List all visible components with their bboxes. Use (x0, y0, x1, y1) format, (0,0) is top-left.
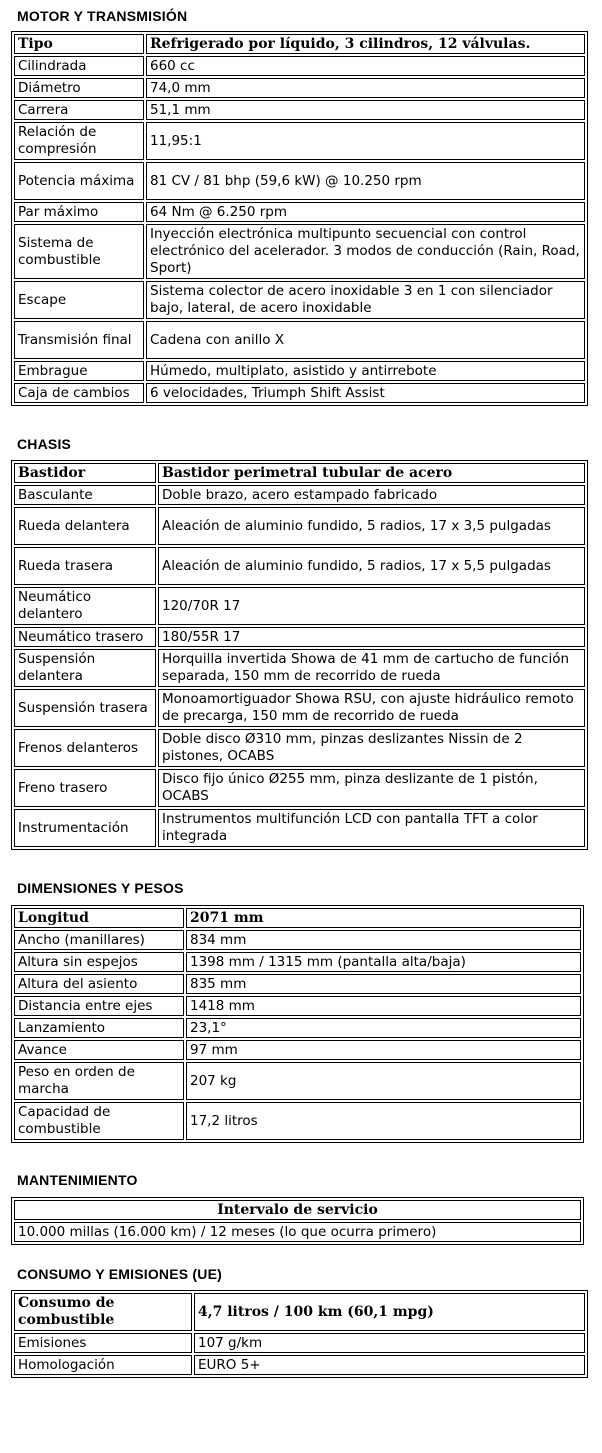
row-value: 64 Nm @ 6.250 rpm (146, 202, 585, 222)
table-row (14, 485, 585, 505)
section-title-consumo: CONSUMO Y EMISIONES (UE) (17, 1266, 222, 1282)
header-value: Bastidor perimetral tubular de acero (158, 463, 585, 483)
row-value: Horquilla invertida Showa de 41 mm de cartucho de función separada, 150 mm de recorrido de rueda (158, 649, 585, 687)
table-row (14, 100, 585, 120)
row-value: EURO 5+ (194, 1355, 585, 1375)
row-label: Carrera (14, 100, 144, 120)
row-value: 51,1 mm (146, 100, 585, 120)
row-label: Homologación (14, 1355, 192, 1375)
row-value: 81 CV / 81 bhp (59,6 kW) @ 10.250 rpm (146, 162, 585, 200)
header-label: Tipo (14, 34, 144, 54)
row-value: 120/70R 17 (158, 587, 585, 625)
row-label: Avance (14, 1040, 184, 1060)
row-value: 1418 mm (186, 996, 581, 1016)
row-value: Instrumentos multifunción LCD con pantalla TFT a color integrada (158, 809, 585, 847)
service-interval-value: 10.000 millas (16.000 km) / 12 meses (lo que ocurra primero) (14, 1222, 581, 1242)
row-value: Húmedo, multiplato, asistido y antirrebote (146, 361, 585, 381)
row-value: Aleación de aluminio fundido, 5 radios, 17 x 3,5 pulgadas (158, 507, 585, 545)
table-row (14, 1102, 581, 1140)
row-value: 11,95:1 (146, 122, 585, 160)
row-value: 660 cc (146, 56, 585, 76)
section-title-motor: MOTOR Y TRANSMISIÓN (17, 8, 188, 24)
table-row (14, 689, 585, 727)
table-row (14, 1355, 585, 1375)
row-value: Monoamortiguador Showa RSU, con ajuste hidráulico remoto de precarga, 150 mm de recorrido de rueda (158, 689, 585, 727)
row-label: Capacidad de combustible (14, 1102, 184, 1140)
header-value: Refrigerado por líquido, 3 cilindros, 12 válvulas. (146, 34, 585, 54)
table-row (14, 930, 581, 950)
row-label: Distancia entre ejes (14, 996, 184, 1016)
row-label: Peso en orden de marcha (14, 1062, 184, 1100)
section-title-mantenimiento: MANTENIMIENTO (17, 1172, 138, 1188)
table-header-row (14, 463, 585, 483)
row-value: 23,1° (186, 1018, 581, 1038)
row-value: 180/55R 17 (158, 627, 585, 647)
header-value: 4,7 litros / 100 km (60,1 mpg) (194, 1293, 585, 1331)
table-header-row (14, 1293, 585, 1331)
table-header-row (14, 34, 585, 54)
row-value: 97 mm (186, 1040, 581, 1060)
row-value: 207 kg (186, 1062, 581, 1100)
consumo-spec-table (11, 1290, 588, 1378)
table-row (14, 809, 585, 847)
table-row (14, 769, 585, 807)
row-value: Doble disco Ø310 mm, pinzas deslizantes Nissin de 2 pistones, OCABS (158, 729, 585, 767)
table-row (14, 974, 581, 994)
table-row (14, 649, 585, 687)
table-row (14, 361, 585, 381)
row-label: Escape (14, 281, 144, 319)
header-label: Longitud (14, 908, 184, 928)
table-row (14, 952, 581, 972)
row-label: Rueda trasera (14, 547, 156, 585)
row-value: Aleación de aluminio fundido, 5 radios, 17 x 5,5 pulgadas (158, 547, 585, 585)
row-value: 835 mm (186, 974, 581, 994)
mantenimiento-table (11, 1197, 584, 1245)
table-row (14, 1062, 581, 1100)
chasis-spec-table (11, 460, 588, 850)
row-value: 6 velocidades, Triumph Shift Assist (146, 383, 585, 403)
row-value: Cadena con anillo X (146, 321, 585, 359)
table-row (14, 281, 585, 319)
row-label: Potencia máxima (14, 162, 144, 200)
row-value: 74,0 mm (146, 78, 585, 98)
table-row (14, 996, 581, 1016)
table-row (14, 1333, 585, 1353)
row-label: Par máximo (14, 202, 144, 222)
row-label: Altura del asiento (14, 974, 184, 994)
row-value: 17,2 litros (186, 1102, 581, 1140)
table-row (14, 627, 585, 647)
table-row (14, 56, 585, 76)
row-label: Sistema de combustible (14, 224, 144, 279)
row-label: Rueda delantera (14, 507, 156, 545)
header-label: Consumo de combustible (14, 1293, 192, 1331)
table-row (14, 202, 585, 222)
row-label: Suspensión delantera (14, 649, 156, 687)
section-title-dimensiones: DIMENSIONES Y PESOS (17, 880, 184, 896)
row-label: Neumático delantero (14, 587, 156, 625)
row-label: Basculante (14, 485, 156, 505)
table-row (14, 1222, 581, 1242)
header-label: Bastidor (14, 463, 156, 483)
row-value: Disco fijo único Ø255 mm, pinza deslizante de 1 pistón, OCABS (158, 769, 585, 807)
table-row (14, 1040, 581, 1060)
table-row (14, 321, 585, 359)
header-value: 2071 mm (186, 908, 581, 928)
motor-spec-table (11, 31, 588, 406)
row-label: Ancho (manillares) (14, 930, 184, 950)
table-header-row (14, 1200, 581, 1220)
table-row (14, 729, 585, 767)
row-value: Doble brazo, acero estampado fabricado (158, 485, 585, 505)
table-row (14, 162, 585, 200)
table-header-row (14, 908, 581, 928)
table-row (14, 507, 585, 545)
row-label: Transmisión final (14, 321, 144, 359)
row-value: 107 g/km (194, 1333, 585, 1353)
row-label: Freno trasero (14, 769, 156, 807)
table-row (14, 587, 585, 625)
row-value: Sistema colector de acero inoxidable 3 en 1 con silenciador bajo, lateral, de acero inoxidable (146, 281, 585, 319)
row-label: Diámetro (14, 78, 144, 98)
row-value: 1398 mm / 1315 mm (pantalla alta/baja) (186, 952, 581, 972)
table-row (14, 224, 585, 279)
table-row (14, 122, 585, 160)
dimensiones-spec-table (11, 905, 584, 1143)
row-value: Inyección electrónica multipunto secuencial con control electrónico del acelerador. 3 modos de conducción (Rain, Road, Sport) (146, 224, 585, 279)
service-interval-header: Intervalo de servicio (14, 1200, 581, 1220)
row-label: Lanzamiento (14, 1018, 184, 1038)
table-row (14, 383, 585, 403)
row-label: Embrague (14, 361, 144, 381)
row-label: Neumático trasero (14, 627, 156, 647)
table-row (14, 1018, 581, 1038)
row-label: Emisiones (14, 1333, 192, 1353)
row-label: Frenos delanteros (14, 729, 156, 767)
row-label: Altura sin espejos (14, 952, 184, 972)
table-row (14, 78, 585, 98)
row-label: Instrumentación (14, 809, 156, 847)
row-label: Cilindrada (14, 56, 144, 76)
table-row (14, 547, 585, 585)
row-label: Suspensión trasera (14, 689, 156, 727)
section-title-chasis: CHASIS (17, 436, 72, 452)
row-label: Relación de compresión (14, 122, 144, 160)
row-value: 834 mm (186, 930, 581, 950)
row-label: Caja de cambios (14, 383, 144, 403)
